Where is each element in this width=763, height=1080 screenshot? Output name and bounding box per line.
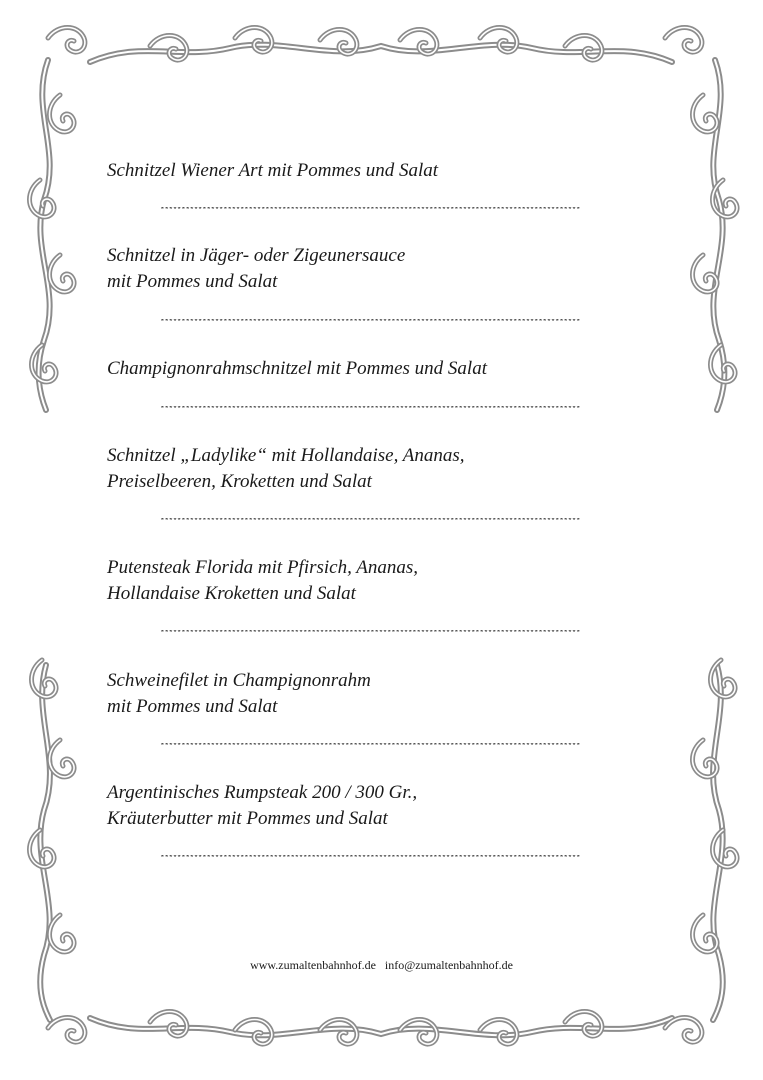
menu-item-line: Schnitzel „Ladylike“ mit Hollandaise, Ananas, bbox=[107, 445, 465, 466]
separator: **************************************************************************************************** bbox=[160, 855, 581, 863]
frame-bottom-ornament bbox=[48, 1012, 702, 1045]
menu-item bbox=[107, 158, 667, 184]
menu-item bbox=[107, 443, 667, 495]
menu-item bbox=[107, 780, 667, 832]
separator: **************************************************************************************************** bbox=[160, 207, 581, 215]
separator: **************************************************************************************************** bbox=[160, 518, 581, 526]
menu-item bbox=[107, 555, 667, 607]
separator: **************************************************************************************************** bbox=[160, 406, 581, 414]
frame-top-ornament bbox=[48, 28, 702, 63]
menu-item-line: mit Pommes und Salat bbox=[107, 271, 278, 292]
menu-item-line: Preiselbeeren, Kroketten und Salat bbox=[107, 471, 372, 492]
email-link[interactable]: info@zumaltenbahnhof.de bbox=[384, 958, 513, 972]
menu-item-line: Kräuterbutter mit Pommes und Salat bbox=[107, 808, 388, 829]
menu-item-line: Schweinefilet in Champignonrahm bbox=[107, 670, 371, 691]
menu-item bbox=[107, 356, 667, 382]
frame-left-upper-ornament bbox=[30, 60, 75, 410]
separator: **************************************************************************************************** bbox=[160, 630, 581, 638]
menu-item-line: Schnitzel Wiener Art mit Pommes und Salat bbox=[107, 160, 439, 181]
menu-item bbox=[107, 668, 667, 720]
separator: **************************************************************************************************** bbox=[160, 319, 581, 327]
menu-item-line: Argentinisches Rumpsteak 200 / 300 Gr., bbox=[107, 782, 418, 803]
menu-item-line: mit Pommes und Salat bbox=[107, 696, 278, 717]
footer bbox=[0, 958, 763, 973]
separator: **************************************************************************************************** bbox=[160, 743, 581, 751]
frame-right-upper-ornament bbox=[693, 60, 738, 410]
menu-item-line: Champignonrahmschnitzel mit Pommes und Salat bbox=[107, 358, 487, 379]
website-link[interactable]: www.zumaltenbahnhof.de bbox=[250, 958, 376, 972]
menu-item bbox=[107, 243, 667, 295]
menu-item-line: Putensteak Florida mit Pfirsich, Ananas, bbox=[107, 557, 419, 578]
menu-item-line: Hollandaise Kroketten und Salat bbox=[107, 583, 356, 604]
menu-item-line: Schnitzel in Jäger- oder Zigeunersauce bbox=[107, 245, 406, 266]
